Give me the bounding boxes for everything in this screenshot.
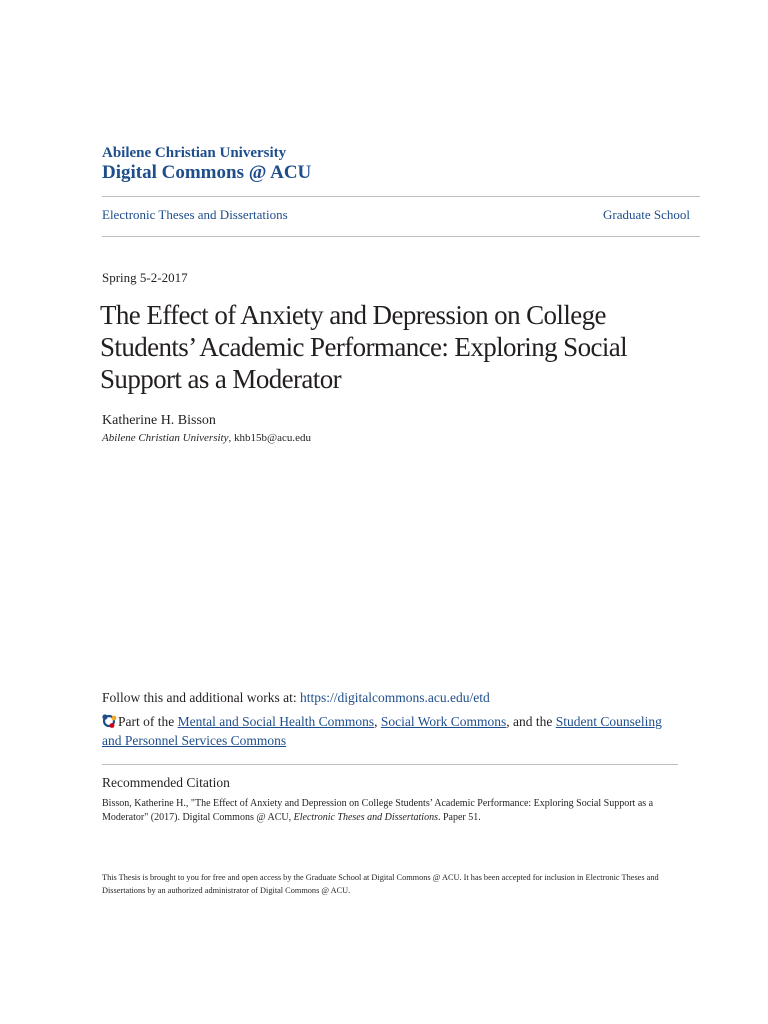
network-commons-icon xyxy=(102,714,117,728)
follow-line xyxy=(102,689,692,707)
part-of-commons xyxy=(102,712,682,750)
citation-heading: Recommended Citation xyxy=(102,775,230,790)
access-notice: This Thesis is brought to you for free and open access by the Graduate School at Digital Commons @ ACU. It has been accepted for inclusion in Electronic Theses and Dissertations by an authorized administrator of Digital Commons @ ACU. xyxy=(102,873,659,895)
author-email: , khb15b@acu.edu xyxy=(228,432,312,444)
student-counseling-commons-link[interactable]: Student Counseling and Personnel Services Commons xyxy=(102,714,662,748)
repository-name[interactable]: Digital Commons @ ACU xyxy=(102,162,312,183)
citation-text xyxy=(102,797,672,824)
divider-citation xyxy=(102,764,678,765)
citation-series: Electronic Theses and Dissertations xyxy=(293,811,438,823)
repository-url-link[interactable]: https://digitalcommons.acu.edu/etd xyxy=(300,690,490,705)
series-link[interactable]: Electronic Theses and Dissertations xyxy=(102,207,288,222)
publication-date: Spring 5-2-2017 xyxy=(102,270,188,285)
citation-paper-number: . Paper 51. xyxy=(437,811,481,823)
part-of-separator-2: , and the xyxy=(506,714,556,729)
social-work-commons-link[interactable]: Social Work Commons xyxy=(380,714,507,729)
collection-row xyxy=(102,207,690,223)
follow-label: Follow this and additional works at: xyxy=(102,690,300,705)
repository-header xyxy=(102,145,702,184)
divider-top xyxy=(102,196,700,197)
citation-body: Bisson, Katherine H., "The Effect of Anxiety and Depression on College Students’ Academic Performance: Exploring Social Support as a Moderator" (2017). Digital Commons @ ACU, xyxy=(102,798,654,823)
document-title: The Effect of Anxiety and Depression on College Students’ Academic Performance: Exploring Social Support as a Moderator xyxy=(100,300,628,394)
author-name: Katherine H. Bisson xyxy=(102,413,216,428)
part-of-separator-1: , xyxy=(374,714,381,729)
author-affiliation xyxy=(102,431,311,445)
school-link[interactable]: Graduate School xyxy=(602,207,690,222)
institution-name[interactable]: Abilene Christian University xyxy=(102,145,287,161)
affiliation-name: Abilene Christian University xyxy=(102,432,229,444)
divider-middle xyxy=(102,236,700,237)
mental-social-health-commons-link[interactable]: Mental and Social Health Commons xyxy=(177,714,375,729)
part-of-prefix: Part of the xyxy=(118,714,178,729)
